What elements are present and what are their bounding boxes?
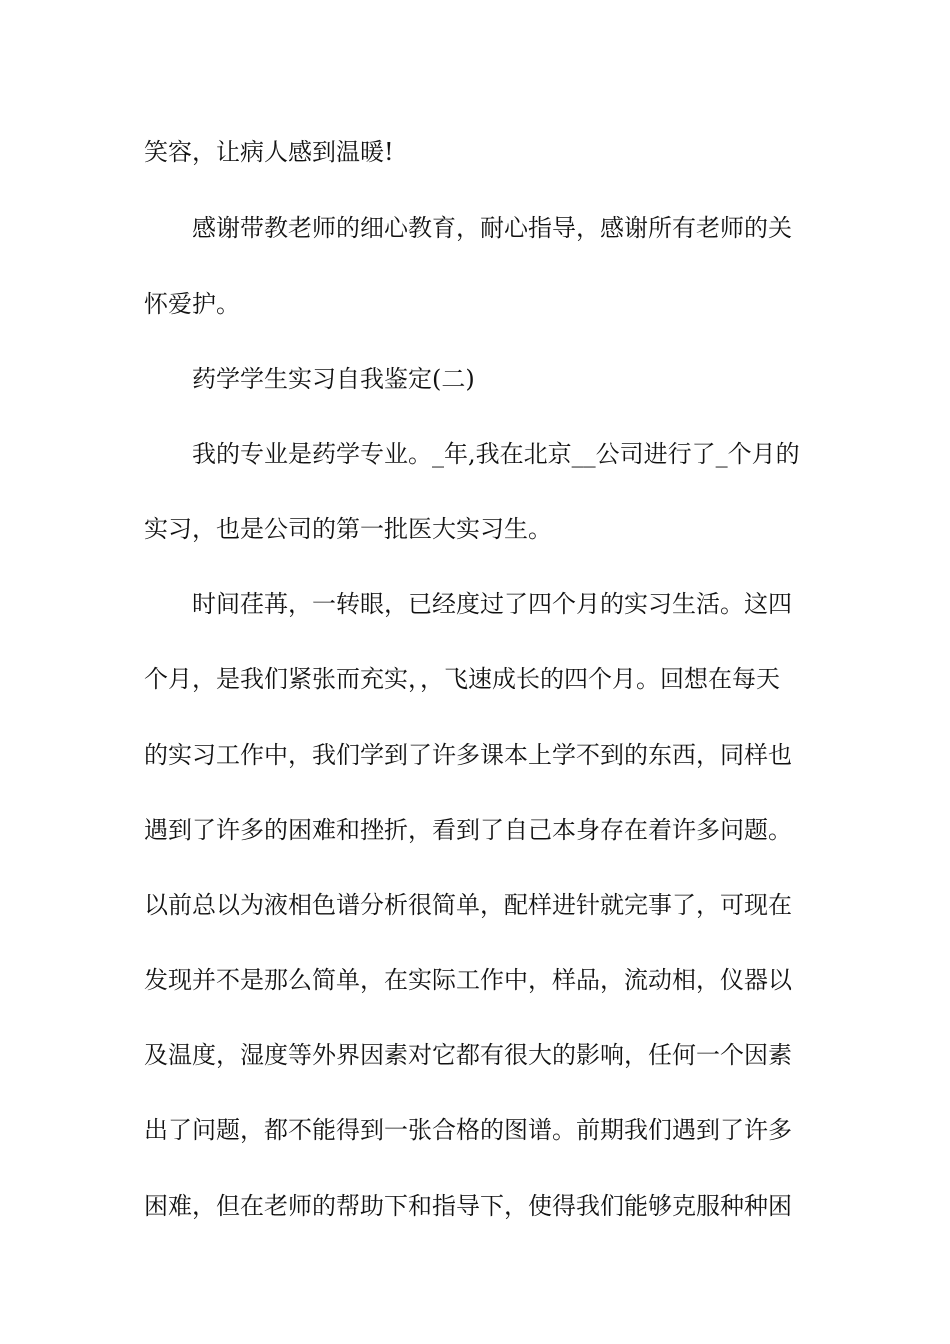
- text-line: 出了问题，都不能得到一张合格的图谱。前期我们遇到了许多: [144, 1116, 792, 1144]
- text-line: 以前总以为液相色谱分析很简单，配样进针就完事了，可现在: [144, 891, 792, 919]
- section-heading: 药学学生实习自我鉴定(二): [192, 365, 475, 393]
- text-line: 遇到了许多的困难和挫折，看到了自己本身存在着许多问题。: [144, 816, 792, 844]
- text-line: 感谢带教老师的细心教育，耐心指导，感谢所有老师的关: [192, 214, 792, 242]
- text-line: 我的专业是药学专业。_年,我在北京__公司进行了_个月的: [192, 440, 800, 468]
- text-line: 怀爱护。: [144, 290, 240, 318]
- text-line: 笑容，让病人感到温暖!: [144, 138, 394, 166]
- text-line: 困难，但在老师的帮助下和指导下，使得我们能够克服种种困: [144, 1192, 792, 1220]
- text-line: 及温度，湿度等外界因素对它都有很大的影响，任何一个因素: [144, 1041, 792, 1069]
- text-line: 发现并不是那么简单，在实际工作中，样品，流动相，仪器以: [144, 966, 792, 994]
- text-line: 实习，也是公司的第一批医大实习生。: [144, 515, 552, 543]
- text-line: 时间荏苒，一转眼，已经度过了四个月的实习生活。这四: [192, 590, 792, 618]
- text-line: 的实习工作中，我们学到了许多课本上学不到的东西，同样也: [144, 741, 792, 769]
- text-line: 个月，是我们紧张而充实，，飞速成长的四个月。回想在每天: [144, 665, 780, 693]
